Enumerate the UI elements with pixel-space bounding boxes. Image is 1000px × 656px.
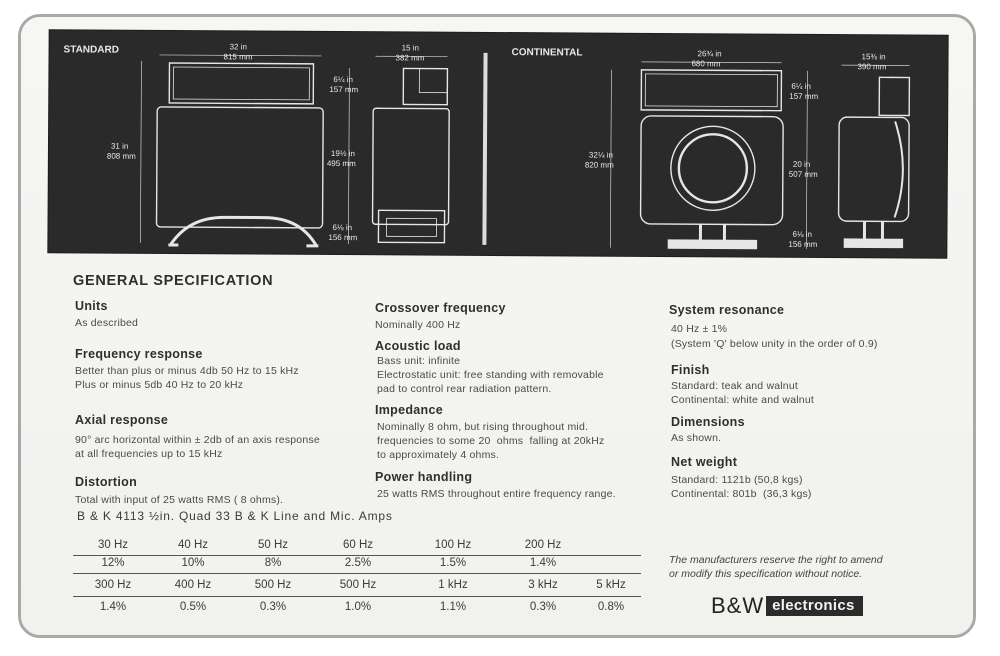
table-cell: 400 Hz xyxy=(174,579,212,591)
table-cell: 500 Hz xyxy=(254,579,292,591)
net-weight-text-1: Standard: 1121b (50,8 kgs) xyxy=(671,474,803,486)
std-label: STANDARD xyxy=(63,44,119,56)
impedance-heading: Impedance xyxy=(375,403,444,417)
con-tweeter-panel xyxy=(641,70,781,111)
std-width-in: 32 in xyxy=(229,42,247,52)
dimensions-text: As shown. xyxy=(671,432,722,444)
units-text: As described xyxy=(75,317,139,329)
con-height-in: 32¼ in xyxy=(588,150,613,160)
table-cell: 40 Hz xyxy=(177,539,209,551)
table-cell: 50 Hz xyxy=(257,539,289,551)
dimension-drawing-svg xyxy=(48,30,947,257)
table-cell: 1 kHz xyxy=(438,579,468,591)
con-top-in: 6¼ in xyxy=(791,81,811,91)
con-depth-in: 15⅜ in xyxy=(861,52,886,62)
std-tweeter-panel xyxy=(169,63,313,104)
table-cell: 0.3% xyxy=(259,601,287,613)
table-cell: 8% xyxy=(264,557,282,569)
power-heading: Power handling xyxy=(375,470,473,484)
impedance-text-3: to approximately 4 ohms. xyxy=(377,449,500,461)
std-base-in: 6⅛ in xyxy=(332,222,353,233)
std-height-mm: 808 mm xyxy=(106,151,136,161)
con-label: CONTINENTAL xyxy=(511,47,583,59)
std-stand xyxy=(170,217,316,246)
net-weight-text-2: Continental: 801b (36,3 kgs) xyxy=(671,488,812,500)
crossover-heading: Crossover frequency xyxy=(375,301,506,315)
table-cell: 300 Hz xyxy=(94,579,132,591)
con-side-top xyxy=(879,77,909,115)
logo-bw: B&W xyxy=(711,593,765,618)
freq-text-2: Plus or minus 5db 40 Hz to 20 kHz xyxy=(75,379,244,391)
std-top-in: 6¼ in xyxy=(333,74,353,85)
system-resonance-text-1: 40 Hz ± 1% xyxy=(671,323,728,335)
con-base-in: 6⅛ in xyxy=(792,229,813,239)
con-width-in: 26¾ in xyxy=(697,49,722,59)
dimensions-heading: Dimensions xyxy=(671,415,745,429)
impedance-text-1: Nominally 8 ohm, but rising throughout mid. xyxy=(377,421,589,433)
table-cell: 100 Hz xyxy=(434,539,472,551)
std-side-cabinet xyxy=(373,108,450,224)
spec-card xyxy=(18,14,976,638)
disclaimer-line-1: The manufacturers reserve the right to amend xyxy=(669,554,883,566)
std-depth-in: 15 in xyxy=(401,43,419,53)
table-cell: 60 Hz xyxy=(342,539,374,551)
impedance-text-2: frequencies to some 20 ohms falling at 20kHz xyxy=(377,435,605,447)
con-base-mm: 156 mm xyxy=(788,239,818,249)
table-cell: 3 kHz xyxy=(528,579,558,591)
std-mid-mm: 495 mm xyxy=(326,158,356,169)
freq-heading: Frequency response xyxy=(75,347,203,361)
spec-sheet-photo xyxy=(21,17,973,635)
table-cell: 200 Hz xyxy=(524,539,562,551)
std-side-top xyxy=(403,68,447,104)
con-mid-mm: 507 mm xyxy=(788,169,818,179)
con-mid-in: 20 in xyxy=(792,159,811,169)
table-rule xyxy=(73,555,641,556)
disclaimer-line-2: or modify this specification without notice. xyxy=(669,568,863,580)
table-rule xyxy=(73,596,641,597)
std-base-mm: 156 mm xyxy=(328,232,358,243)
table-cell: 10% xyxy=(181,557,205,569)
table-cell: 500 Hz xyxy=(339,579,377,591)
net-weight-heading: Net weight xyxy=(671,455,738,469)
table-cell: 0.3% xyxy=(529,601,557,613)
table-cell: 1.1% xyxy=(439,601,467,613)
freq-text-1: Better than plus or minus 4db 50 Hz to 15 kHz xyxy=(75,365,299,377)
distortion-text-1: Total with input of 25 watts RMS ( 8 ohms). xyxy=(75,494,284,506)
table-cell: 12% xyxy=(101,557,125,569)
con-woofer xyxy=(671,126,756,211)
axial-heading: Axial response xyxy=(75,413,169,427)
dimension-drawing xyxy=(48,30,947,257)
finish-text-2: Continental: white and walnut xyxy=(671,394,814,406)
panel-divider xyxy=(484,53,485,245)
power-text: 25 watts RMS throughout entire frequency range. xyxy=(377,488,616,500)
table-cell: 0.5% xyxy=(179,601,207,613)
acoustic-heading: Acoustic load xyxy=(375,339,461,353)
con-top-mm: 157 mm xyxy=(789,91,819,101)
axial-text-1: 90° arc horizontal within ± 2db of an axis response xyxy=(75,434,320,446)
std-tweeter-inner xyxy=(173,67,309,100)
table-cell: 0.8% xyxy=(597,601,625,613)
crossover-text: Nominally 400 Hz xyxy=(375,319,461,331)
table-cell: 1.4% xyxy=(529,557,557,569)
distortion-equipment: B & K 4113 ½in. Quad 33 B & K Line and Mic. Amps xyxy=(77,509,393,523)
con-width-mm: 680 mm xyxy=(691,59,721,69)
system-resonance-heading: System resonance xyxy=(669,303,785,317)
table-cell: 1.4% xyxy=(99,601,127,613)
acoustic-text-3: pad to control rear radiation pattern. xyxy=(377,383,552,395)
std-depth-mm: 382 mm xyxy=(395,53,425,63)
acoustic-text-1: Bass unit: infinite xyxy=(377,355,461,367)
std-cabinet xyxy=(156,107,323,228)
finish-text-1: Standard: teak and walnut xyxy=(671,380,799,392)
acoustic-text-2: Electrostatic unit: free standing with removable xyxy=(377,369,604,381)
finish-heading: Finish xyxy=(671,363,710,377)
units-heading: Units xyxy=(75,299,108,313)
spec-title: GENERAL SPECIFICATION xyxy=(73,273,274,289)
std-top-mm: 157 mm xyxy=(329,84,359,95)
std-mid-in: 19½ in xyxy=(330,148,355,159)
std-height-in: 31 in xyxy=(110,141,129,151)
bw-electronics-logo xyxy=(711,593,863,619)
std-side-base xyxy=(378,210,444,242)
std-width-mm: 815 mm xyxy=(223,52,253,62)
axial-text-2: at all frequencies up to 15 kHz xyxy=(75,448,223,460)
table-cell: 30 Hz xyxy=(97,539,129,551)
table-rule xyxy=(73,573,641,574)
con-cabinet xyxy=(641,116,784,225)
table-cell: 1.0% xyxy=(344,601,372,613)
con-stand-base xyxy=(668,240,756,249)
distortion-heading: Distortion xyxy=(75,475,138,489)
table-cell: 1.5% xyxy=(439,557,467,569)
system-resonance-text-2: (System 'Q' below unity in the order of 0.9) xyxy=(671,338,878,350)
logo-electronics: electronics xyxy=(766,596,863,616)
con-depth-mm: 390 mm xyxy=(857,62,887,72)
distortion-table xyxy=(73,537,643,619)
table-cell: 2.5% xyxy=(344,557,372,569)
con-height-mm: 820 mm xyxy=(584,160,614,170)
table-cell: 5 kHz xyxy=(596,579,626,591)
